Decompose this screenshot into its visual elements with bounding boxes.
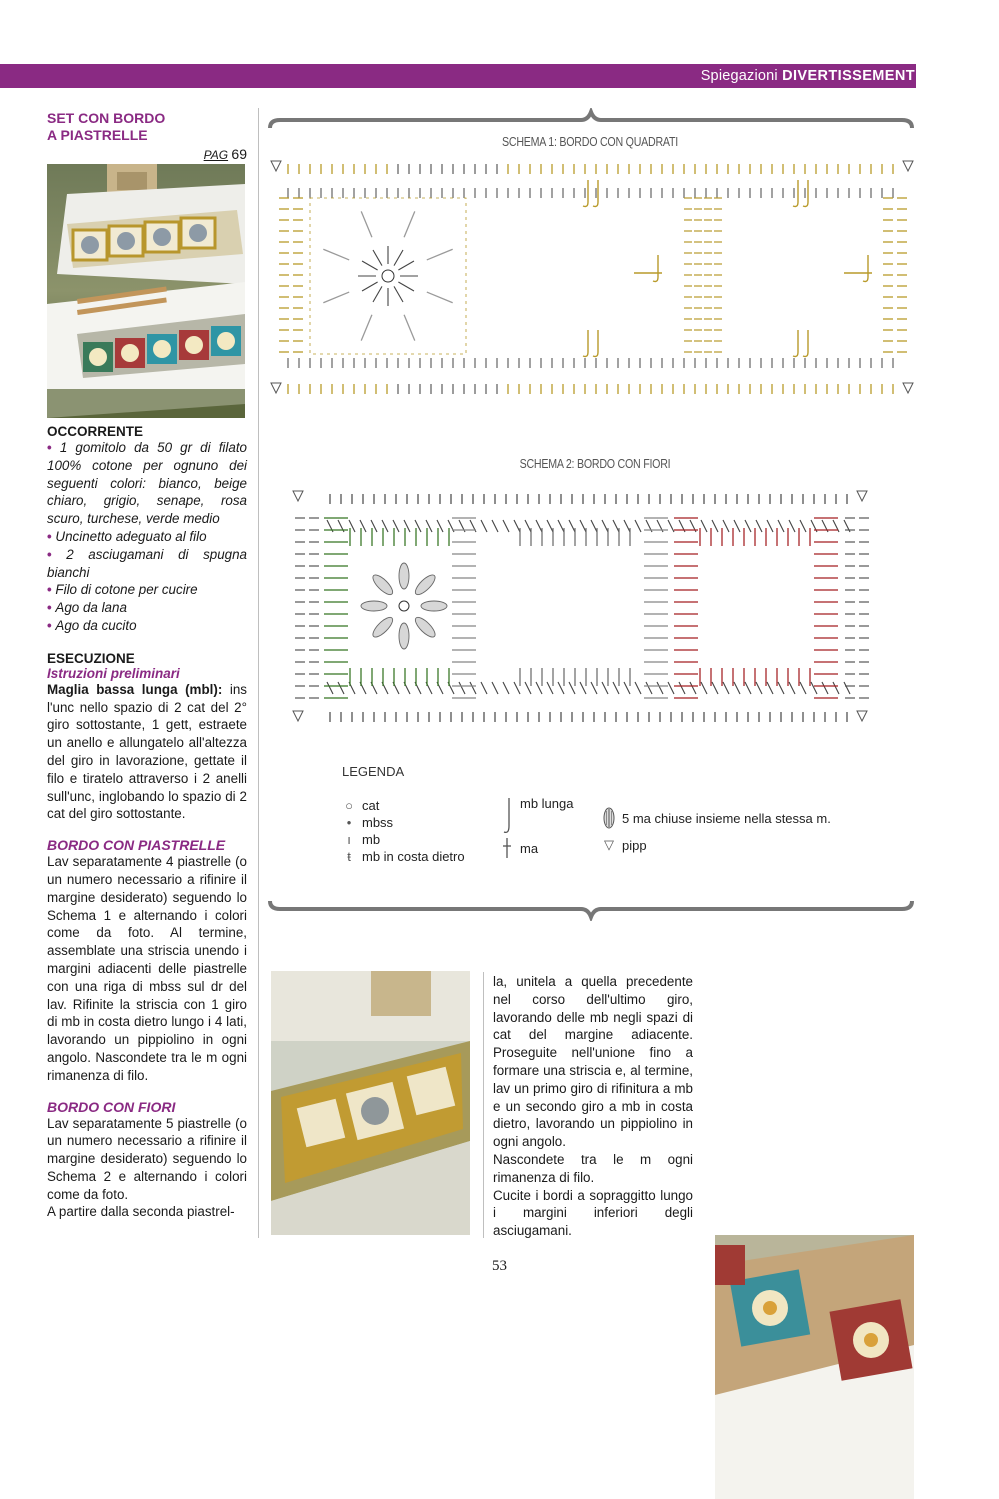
- diagram-stitch: [701, 682, 707, 694]
- legend-item: 5 ma chiuse insieme nella stessa m.: [602, 805, 831, 831]
- diagram-stitch: [382, 270, 394, 282]
- diagram-stitch: [745, 682, 751, 694]
- diagram-stitch: [327, 682, 333, 694]
- paragraph: la, unitela a quella precedente nel corso dell'ultimo giro, lavorando delle mb negli spazi di cat del margine adiacente. Proseguite nell'unione fino a formare una striscia e, al termine, lav un primo giro di rifinitura a mb e un secondo giro a mb in costa dietro, lavorando un pippiolino in ogni angolo.: [493, 974, 693, 1150]
- list-item: • Ago da cucito: [47, 617, 247, 635]
- diagram-stitch: [800, 682, 806, 694]
- diagram-stitch: [723, 520, 729, 532]
- brace-top: [266, 108, 916, 132]
- bordo-fiori-text: Lav separatamente 5 piastrelle (o un numero necessario a rifinire il margine desiderato) seguendo lo Schema 2 e alternando i colori come da foto.: [47, 1115, 247, 1202]
- diagram-stitch: [756, 682, 762, 694]
- list-item: • Uncinetto adeguato al filo: [47, 528, 247, 546]
- diagram-stitch: [558, 520, 564, 532]
- pipp-icon: [271, 161, 281, 171]
- diagram-stitch: [503, 520, 509, 532]
- diagram-stitch: [558, 682, 564, 694]
- diagram-stitch: [394, 286, 403, 302]
- mbl-paragraph: Maglia bassa lunga (mbl): ins l'unc nello spazio di 2 cat del 2° giro sottostante, 1 gett, estraete un anello e allungatelo all'altezza del giro in lavorazione, gettate il filo e tiratelo attraverso i 2 anelli sull'unc, inglobando lo spazio di 2 cat del giro sottostante.: [47, 681, 247, 822]
- diagram-stitch: [822, 682, 828, 694]
- diagram-stitch: [362, 261, 378, 270]
- diagram-stitch: [398, 261, 414, 270]
- petal-cluster: [361, 601, 387, 611]
- pipp-icon: [903, 161, 913, 171]
- diagram-stitch: [613, 682, 619, 694]
- legend-col2: [500, 796, 573, 860]
- occorrente-heading: OCCORRENTE: [47, 424, 144, 439]
- legend-item: • mbss: [342, 814, 465, 831]
- diagram-stitch: [668, 682, 674, 694]
- schema1-title: SCHEMA 1: BORDO CON QUADRATI: [502, 134, 678, 149]
- diagram-stitch: [310, 198, 466, 354]
- diagram-stitch: [657, 682, 663, 694]
- diagram-stitch: [756, 520, 762, 532]
- schema1-diagram: [268, 158, 916, 398]
- paragraph: Nascondete tra le m ogni rimanenza di filo.: [493, 1151, 693, 1185]
- legend-col1: [342, 797, 465, 865]
- diagram-stitch: [427, 249, 453, 260]
- diagram-stitch: [723, 682, 729, 694]
- diagram-stitch: [427, 292, 453, 303]
- diagram-stitch: [404, 315, 415, 341]
- pipp-icon: [857, 491, 867, 501]
- diagram-stitch: [323, 292, 349, 303]
- schema2-diagram: [290, 488, 880, 728]
- diagram-stitch: [398, 282, 414, 291]
- left-column: [47, 110, 247, 1221]
- diagram-stitch: [580, 682, 586, 694]
- pipp-icon: [857, 711, 867, 721]
- diagram-stitch: [547, 682, 553, 694]
- petal-cluster: [399, 563, 409, 589]
- diagram-stitch: [646, 682, 652, 694]
- mb-lunga-stitch: [863, 255, 868, 282]
- diagram-stitch: [536, 520, 542, 532]
- cluster-symbol-icon: [602, 806, 616, 830]
- ma-symbol-icon: [500, 836, 514, 860]
- diagram-stitch: [514, 682, 520, 694]
- diagram-stitch: [459, 682, 465, 694]
- legend-col3: [602, 805, 831, 855]
- list-item: • 2 asciugamani di spugna bianchi: [47, 546, 247, 582]
- bordo-piastrelle-heading: BORDO CON PIASTRELLE: [47, 837, 226, 854]
- petal-cluster: [421, 601, 447, 611]
- diagram-stitch: [394, 250, 403, 266]
- header-section-title: Spiegazioni DIVERTISSEMENT: [700, 68, 915, 84]
- diagram-stitch: [525, 682, 531, 694]
- diagram-stitch: [591, 520, 597, 532]
- diagram-stitch: [635, 682, 641, 694]
- cat-symbol-icon: ○: [345, 798, 353, 813]
- bordo-fiori-text-2: A partire dalla seconda piastrel-: [47, 1204, 235, 1220]
- mb-lunga-symbol-icon: [500, 796, 514, 836]
- legend-item: ○ cat: [342, 797, 465, 814]
- diagram-stitch: [514, 520, 520, 532]
- diagram-stitch: [624, 682, 630, 694]
- petal-cluster: [412, 572, 437, 597]
- mb-lunga-stitch: [653, 255, 658, 282]
- paragraph: Cucite i bordi a sopraggitto lungo i margini inferiori degli asciugamani.: [493, 1187, 693, 1239]
- bordo-piastrelle-text: Lav separatamente 4 piastrelle (o un numero necessario a rifinire il margine desiderato) seguendo lo Schema 1 e alternando i colori come da foto. Al termine, assemblate una striscia unendo i margini adiacenti delle piastrelle con una riga di mbss sul dr del lav. Rifinite la striscia con 1 giro di mb in costa dietro lungo i 4 lati, lavorando un pippiolino in ogni angolo. Nascondete tra le m ogni rimanenza di filo.: [47, 854, 247, 1083]
- column-divider: [483, 972, 484, 1238]
- diagram-stitch: [547, 520, 553, 532]
- diagram-stitch: [635, 520, 641, 532]
- page-number: 53: [492, 1258, 507, 1274]
- diagram-stitch: [778, 520, 784, 532]
- diagram-stitch: [399, 601, 409, 611]
- diagram-stitch: [745, 520, 751, 532]
- diagram-stitch: [569, 520, 575, 532]
- diagram-stitch: [373, 250, 382, 266]
- pipp-icon: [293, 491, 303, 501]
- diagram-stitch: [613, 520, 619, 532]
- diagram-stitch: [789, 682, 795, 694]
- pipp-symbol-icon: ▽: [604, 837, 614, 852]
- list-item: • Filo di cotone per cucire: [47, 581, 247, 599]
- list-item: • 1 gomitolo da 50 gr di filato 100% cotone per ognuno dei seguenti colori: bianco, beige chiaro, grigio, senape, rosa scuro, turchese, verde medio: [47, 439, 247, 528]
- pipp-icon: [293, 711, 303, 721]
- bordo-fiori-heading: BORDO CON FIORI: [47, 1098, 176, 1115]
- legend-title: LEGENDA: [342, 764, 405, 779]
- mb-lunga-stitch: [793, 330, 798, 357]
- mb-lunga-stitch: [583, 330, 588, 357]
- diagram-stitch: [373, 286, 382, 302]
- diagram-stitch: [492, 520, 498, 532]
- diagram-stitch: [767, 682, 773, 694]
- diagram-stitch: [712, 520, 718, 532]
- diagram-stitch: [580, 520, 586, 532]
- istruzioni-subheading: Istruzioni preliminari: [47, 665, 180, 681]
- page-reference: PAG 69: [203, 146, 247, 162]
- diagram-stitch: [778, 682, 784, 694]
- mb-lunga-stitch: [593, 330, 598, 357]
- list-item: • Ago da lana: [47, 599, 247, 617]
- diagram-stitch: [833, 682, 839, 694]
- diagram-stitch: [624, 520, 630, 532]
- petal-cluster: [370, 614, 395, 639]
- legend-item: mb lunga: [500, 796, 573, 836]
- diagram-stitch: [668, 520, 674, 532]
- diagram-stitch: [338, 682, 344, 694]
- esecuzione-heading: ESECUZIONE: [47, 650, 135, 666]
- diagram-stitch: [701, 520, 707, 532]
- diagram-stitch: [767, 520, 773, 532]
- schema2-title: SCHEMA 2: BORDO CON FIORI: [519, 456, 671, 471]
- diagram-stitch: [591, 682, 597, 694]
- petal-cluster: [399, 623, 409, 649]
- diagram-stitch: [734, 520, 740, 532]
- photo-border-closeup: [271, 971, 470, 1235]
- diagram-stitch: [481, 682, 487, 694]
- brace-bottom: [266, 897, 916, 921]
- diagram-stitch: [323, 249, 349, 260]
- diagram-stitch: [789, 520, 795, 532]
- diagram-stitch: [503, 682, 509, 694]
- legend-item: ŧ mb in costa dietro: [342, 848, 465, 865]
- occorrente-list: [47, 439, 247, 635]
- diagram-stitch: [536, 682, 542, 694]
- article-title: SET CON BORDO A PIASTRELLE: [47, 110, 166, 143]
- diagram-stitch: [712, 682, 718, 694]
- legend-item: ı mb: [342, 831, 465, 848]
- pipp-icon: [903, 383, 913, 393]
- diagram-stitch: [734, 682, 740, 694]
- diagram-stitch: [811, 682, 817, 694]
- diagram-stitch: [602, 520, 608, 532]
- diagram-stitch: [404, 211, 415, 237]
- middle-column: [493, 973, 693, 1240]
- diagram-stitch: [844, 682, 850, 694]
- photo-towels: [47, 164, 245, 418]
- mb-symbol-icon: ı: [347, 832, 351, 847]
- pipp-icon: [271, 383, 281, 393]
- diagram-stitch: [361, 211, 372, 237]
- legend-item: ▽ pipp: [604, 837, 647, 853]
- diagram-stitch: [525, 520, 531, 532]
- diagram-stitch: [362, 282, 378, 291]
- diagram-stitch: [679, 682, 685, 694]
- mbss-symbol-icon: •: [346, 815, 352, 830]
- legend-item: ma: [500, 836, 573, 860]
- petal-cluster: [370, 572, 395, 597]
- diagram-stitch: [602, 682, 608, 694]
- diagram-stitch: [481, 520, 487, 532]
- diagram-stitch: [800, 520, 806, 532]
- diagram-stitch: [361, 315, 372, 341]
- diagram-stitch: [690, 682, 696, 694]
- diagram-stitch: [470, 682, 476, 694]
- petal-cluster: [412, 614, 437, 639]
- diagram-stitch: [569, 682, 575, 694]
- diagram-stitch: [492, 682, 498, 694]
- mb-costa-dietro-symbol-icon: ŧ: [347, 849, 351, 864]
- mb-lunga-stitch: [803, 330, 808, 357]
- column-divider: [258, 108, 259, 1238]
